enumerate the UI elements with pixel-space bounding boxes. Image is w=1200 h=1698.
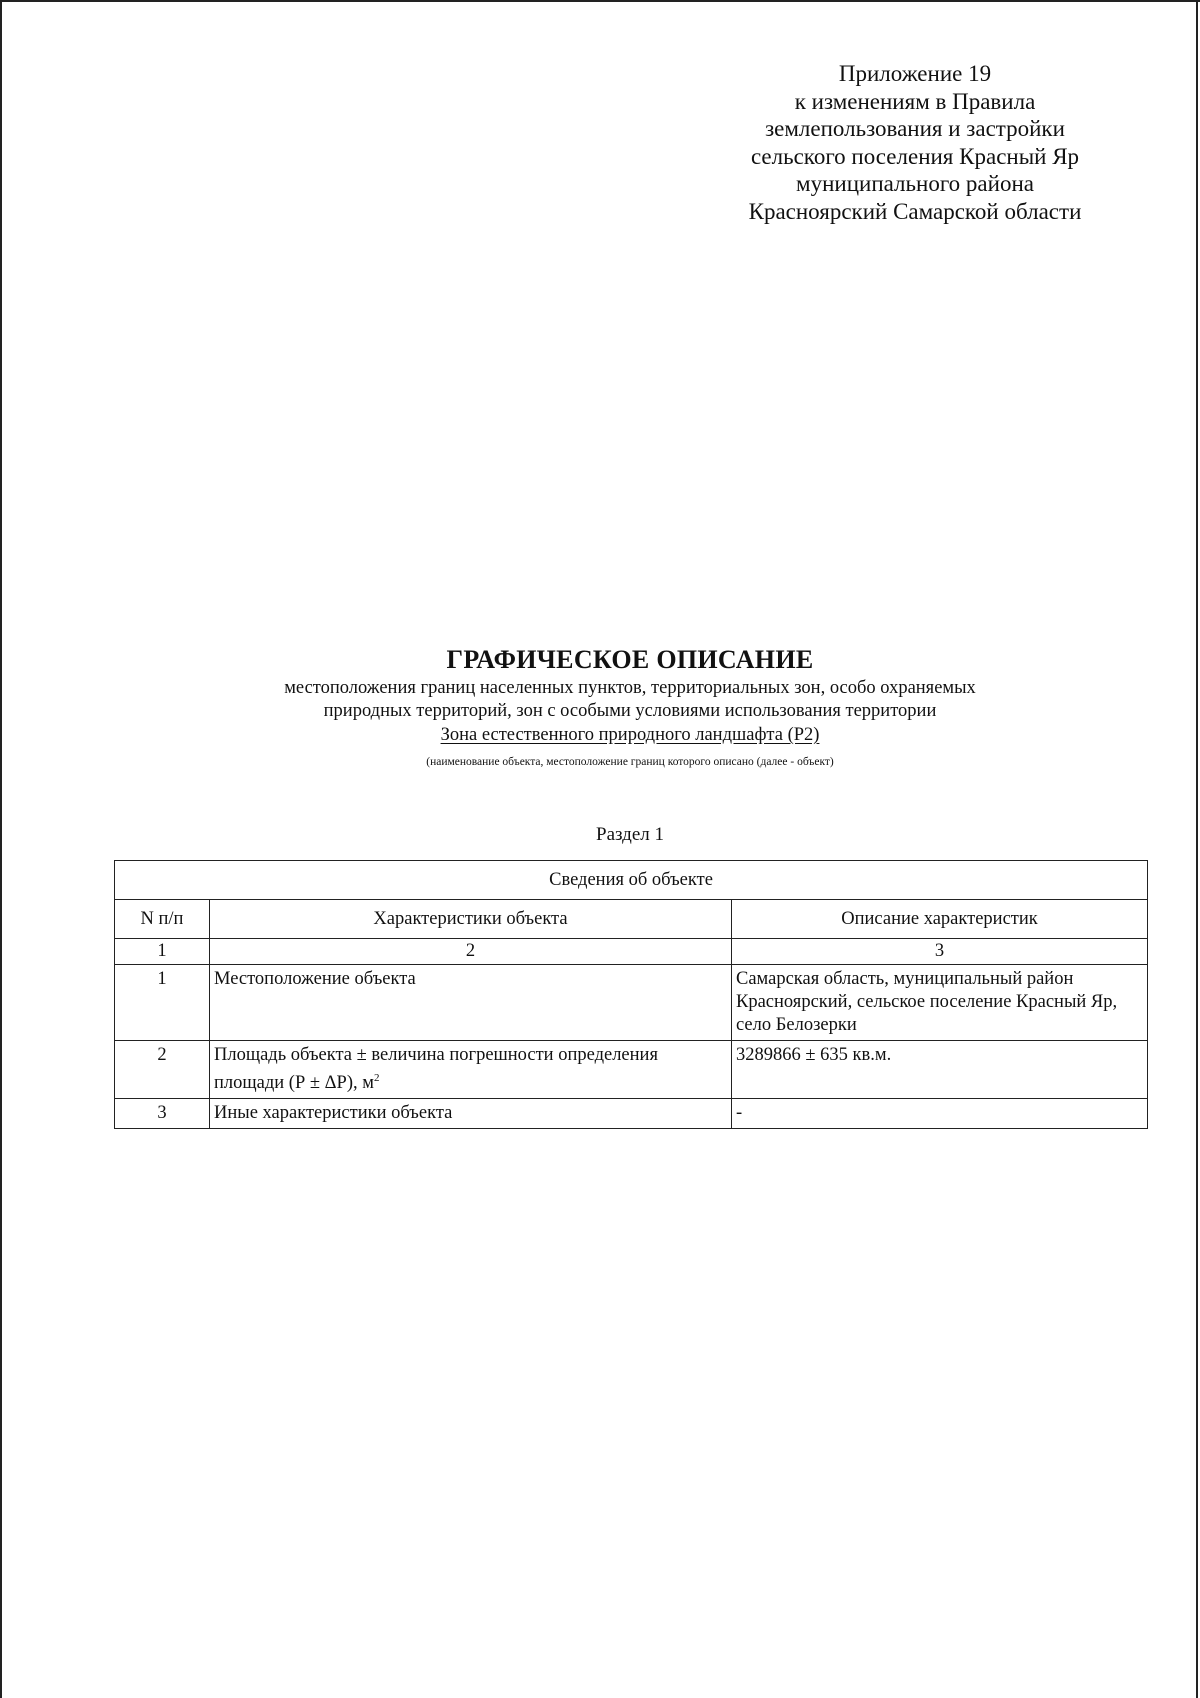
- appendix-line: землепользования и застройки: [765, 116, 1065, 141]
- header-cell-number: N п/п: [115, 900, 210, 939]
- column-number-cell: 3: [732, 939, 1148, 965]
- table-caption-row: [115, 861, 1148, 900]
- page-border-top: [0, 0, 1200, 2]
- table-header-row: [115, 900, 1148, 939]
- column-number-cell: 1: [115, 939, 210, 965]
- row-characteristic: Площадь объекта ± величина погрешности определения площади (Р ± ΔР), м: [214, 1045, 658, 1094]
- title-block: [0, 643, 1200, 771]
- subtitle-line: местоположения границ населенных пунктов, территориальных зон, особо охраняемых: [284, 678, 976, 698]
- subtitle-line: природных территорий, зон с особыми условиями использования территории: [323, 701, 937, 721]
- page-border-left: [0, 0, 2, 1698]
- table-row: [115, 1041, 1148, 1099]
- row-description: -: [732, 1099, 1148, 1129]
- row-characteristic-cell: [210, 1041, 732, 1099]
- object-caption: (наименование объекта, местоположение границ которого описано (далее - объект): [426, 756, 834, 768]
- row-description: Самарская область, муниципальный район Красноярский, сельское поселение Красный Яр, село Белозерки: [732, 965, 1148, 1041]
- appendix-line: сельского поселения Красный Яр: [750, 143, 1080, 169]
- table-row: [115, 1099, 1148, 1129]
- header-cell-description: Описание характеристик: [732, 900, 1148, 939]
- column-number-cell: 2: [210, 939, 732, 965]
- appendix-header: [700, 60, 1130, 225]
- page-border-right: [1196, 0, 1198, 1698]
- unit-superscript: 2: [373, 1072, 380, 1084]
- object-name: Зона естественного природного ландшафта (Р2): [440, 725, 820, 745]
- row-number: 1: [115, 965, 210, 1041]
- row-number: 3: [115, 1099, 210, 1129]
- row-characteristic: Иные характеристики объекта: [210, 1099, 732, 1129]
- header-cell-characteristic: Характеристики объекта: [210, 900, 732, 939]
- row-characteristic: Местоположение объекта: [210, 965, 732, 1041]
- section-label: Раздел 1: [596, 824, 664, 845]
- table-row: [115, 965, 1148, 1041]
- table-caption: Сведения об объекте: [115, 861, 1148, 900]
- appendix-line: Красноярский Самарской области: [748, 198, 1082, 224]
- appendix-line: к изменениям в Правила: [794, 88, 1036, 114]
- row-number: 2: [115, 1041, 210, 1099]
- row-description: 3289866 ± 635 кв.м.: [732, 1041, 1148, 1099]
- object-info-table: [114, 860, 1148, 1129]
- appendix-line: Приложение 19: [838, 61, 992, 86]
- column-number-row: [115, 939, 1148, 965]
- document-title: ГРАФИЧЕСКОЕ ОПИСАНИЕ: [446, 645, 814, 674]
- appendix-line: муниципального района: [796, 171, 1034, 196]
